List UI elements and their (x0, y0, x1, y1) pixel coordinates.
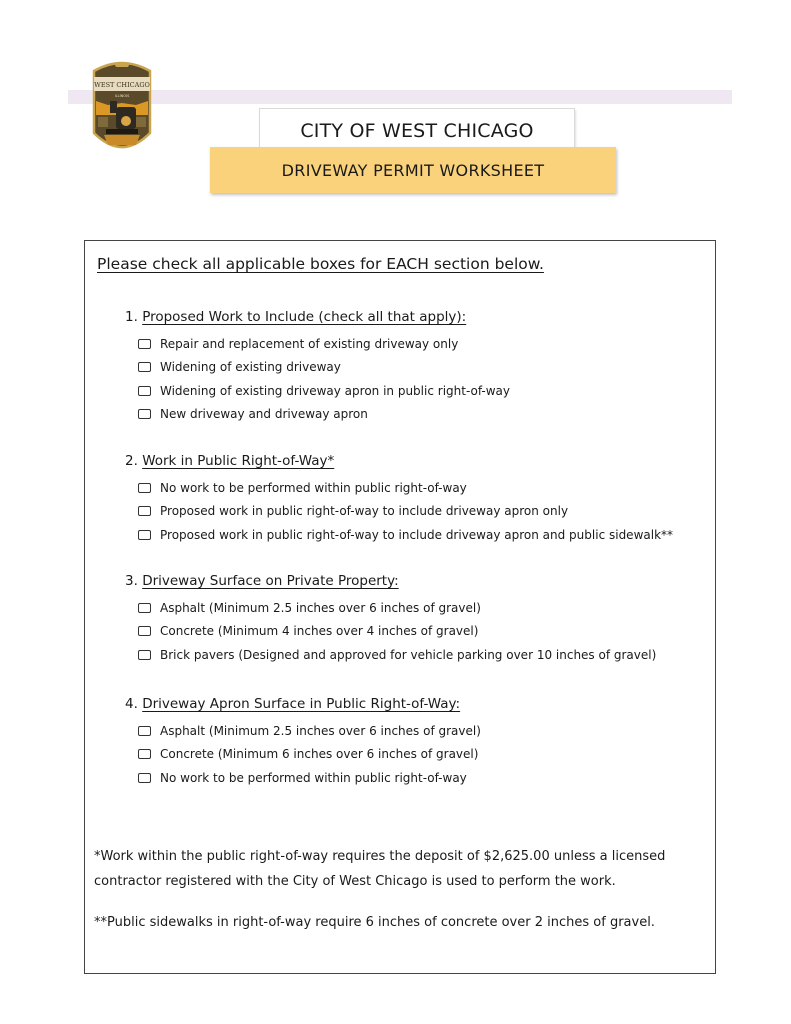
section-title (125, 309, 510, 332)
header-band (68, 90, 732, 104)
option-apron-no-work[interactable] (138, 766, 481, 790)
section-heading: Work in Public Right-of-Way* (142, 453, 335, 469)
logo-subtext: ILLINOIS (114, 94, 130, 98)
option-label: Asphalt (Minimum 2.5 inches over 6 inches of gravel) (160, 723, 481, 738)
option-apron-concrete[interactable] (138, 743, 481, 767)
option-new-driveway[interactable] (138, 403, 510, 427)
option-brick-pavers[interactable] (138, 643, 656, 667)
option-apron-only[interactable] (138, 500, 673, 524)
option-label: No work to be performed within public right-of-way (160, 770, 467, 785)
section-right-of-way (125, 453, 673, 547)
option-label: Widening of existing driveway (160, 360, 341, 375)
option-label: Repair and replacement of existing driveway only (160, 336, 459, 351)
option-widening-driveway[interactable] (138, 356, 510, 380)
section-heading: Proposed Work to Include (check all that apply): (142, 309, 467, 325)
option-label: No work to be performed within public right-of-way (160, 480, 467, 495)
checkbox[interactable] (138, 749, 151, 759)
option-label: Concrete (Minimum 4 inches over 4 inches of gravel) (160, 624, 479, 639)
form-panel (84, 240, 716, 974)
option-label: Proposed work in public right-of-way to include driveway apron only (160, 504, 569, 519)
option-label: Asphalt (Minimum 2.5 inches over 6 inches of gravel) (160, 600, 481, 615)
checkbox[interactable] (138, 650, 151, 660)
section-heading: Driveway Surface on Private Property: (142, 573, 399, 589)
option-concrete[interactable] (138, 620, 656, 644)
section-title (125, 573, 656, 596)
checkbox[interactable] (138, 603, 151, 613)
section-number: 1. (125, 309, 138, 325)
option-asphalt[interactable] (138, 596, 656, 620)
checkbox[interactable] (138, 362, 151, 372)
option-apron-asphalt[interactable] (138, 719, 481, 743)
option-repair-replacement[interactable] (138, 332, 510, 356)
checkbox[interactable] (138, 506, 151, 516)
section-title (125, 696, 481, 719)
option-label: New driveway and driveway apron (160, 407, 368, 422)
deposit-note: *Work within the public right-of-way requires the deposit of $2,625.00 unless a licensed contractor registered with the City of West Chicago is used to perform the work. (94, 849, 666, 889)
section-proposed-work (125, 309, 510, 426)
checkbox[interactable] (138, 339, 151, 349)
option-label: Concrete (Minimum 6 inches over 6 inches of gravel) (160, 747, 479, 762)
sidewalk-note: **Public sidewalks in right-of-way require 6 inches of concrete over 2 inches of gravel. (94, 915, 655, 930)
checkbox[interactable] (138, 483, 151, 493)
worksheet-subtitle: DRIVEWAY PERMIT WORKSHEET (210, 147, 616, 193)
option-no-work-row[interactable] (138, 476, 673, 500)
section-apron-surface (125, 696, 481, 790)
option-apron-and-sidewalk[interactable] (138, 523, 673, 547)
checkbox[interactable] (138, 726, 151, 736)
option-label: Proposed work in public right-of-way to include driveway apron and public sidewalk** (160, 527, 674, 542)
option-widening-apron[interactable] (138, 379, 510, 403)
section-number: 3. (125, 573, 138, 589)
section-number: 4. (125, 696, 138, 712)
train-emblem-icon (88, 57, 156, 159)
section-title (125, 453, 673, 476)
option-label: Brick pavers (Designed and approved for vehicle parking over 10 inches of gravel) (160, 647, 657, 662)
section-number: 2. (125, 453, 138, 469)
section-heading: Driveway Apron Surface in Public Right-of-Way: (142, 696, 461, 712)
instructions: Please check all applicable boxes for EACH section below. (97, 255, 544, 273)
checkbox[interactable] (138, 626, 151, 636)
checkbox[interactable] (138, 409, 151, 419)
footnotes (94, 844, 704, 930)
page-title: CITY OF WEST CHICAGO (259, 108, 575, 152)
section-private-surface (125, 573, 656, 667)
checkbox[interactable] (138, 386, 151, 396)
checkbox[interactable] (138, 773, 151, 783)
logo-text: WEST CHICAGO (94, 81, 150, 89)
option-label: Widening of existing driveway apron in public right-of-way (160, 383, 511, 398)
checkbox[interactable] (138, 530, 151, 540)
